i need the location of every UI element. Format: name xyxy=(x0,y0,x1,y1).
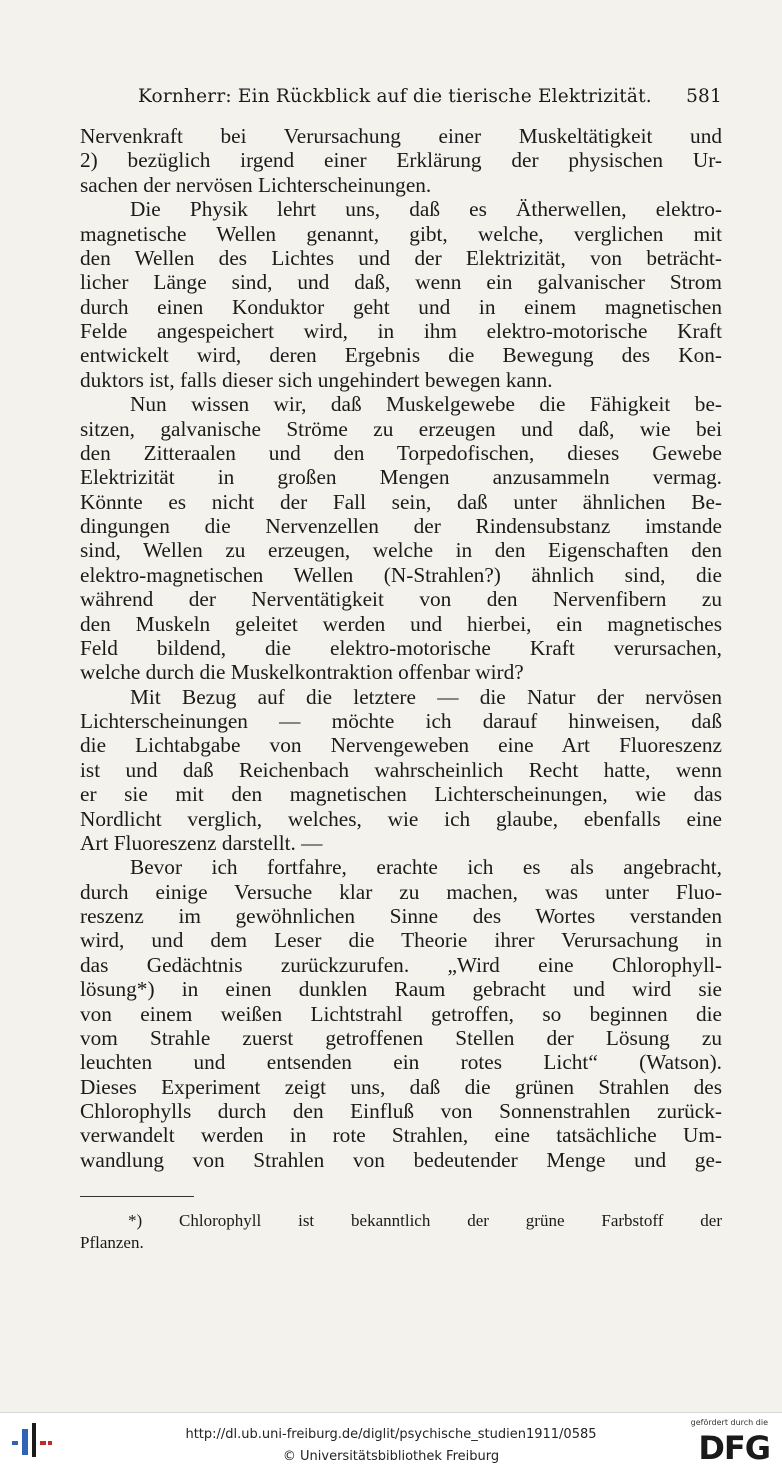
text-line: Dieses Experiment zeigt uns, daß die grünen Strahlen des xyxy=(80,1074,722,1099)
text-line: licher Länge sind, und daß, wenn ein galvanischer Strom xyxy=(80,270,722,295)
text-line: Lichterscheinungen — möchte ich darauf hinweisen, daß xyxy=(80,709,722,733)
text-line: reszenz im gewöhnlichen Sinne des Wortes verstanden xyxy=(80,904,722,928)
text-line: Bevor ich fortfahre, erachte ich es als angebracht, xyxy=(130,855,722,880)
text-line: Nordlicht verglich, welches, wie ich glaube, ebenfalls eine xyxy=(80,806,722,831)
text-line: entwickelt wird, deren Ergebnis die Bewegung des Kon- xyxy=(80,343,722,368)
text-line: den Wellen des Lichtes und der Elektrizität, von beträcht- xyxy=(80,245,722,270)
running-header xyxy=(138,86,724,112)
footnote xyxy=(80,1210,722,1254)
text-line: während der Nerventätigkeit von den Nervenfibern zu xyxy=(80,587,722,612)
dfg-logo: DFG xyxy=(698,1429,770,1467)
viewer-footer xyxy=(0,1412,782,1470)
text-line: 2) bezüglich irgend einer Erklärung der physischen Ur- xyxy=(80,148,722,173)
text-line: sitzen, galvanische Ströme zu erzeugen und daß, wie bei xyxy=(80,416,722,441)
text-line: Nervenkraft bei Verursachung einer Muskeltätigkeit und xyxy=(80,124,722,148)
text-line: Die Physik lehrt uns, daß es Ätherwellen, elektro- xyxy=(130,197,722,222)
text-line: Chlorophylls durch den Einfluß von Sonnenstrahlen zurück- xyxy=(80,1099,722,1123)
text-line: Elektrizität in großen Mengen anzusammeln vermag. xyxy=(80,465,722,490)
text-line: Nun wissen wir, daß Muskelgewebe die Fähigkeit be- xyxy=(130,392,722,417)
text-line: wandlung von Strahlen von bedeutender Menge und ge- xyxy=(80,1147,722,1172)
text-line: Könnte es nicht der Fall sein, daß unter ähnlichen Be- xyxy=(80,489,722,514)
text-line: das Gedächtnis zurückzurufen. „Wird eine Chlorophyll- xyxy=(80,952,722,977)
running-title: Kornherr: Ein Rückblick auf die tierische Elektrizität. xyxy=(138,86,652,107)
text-line: sind, Wellen zu erzeugen, welche in den Eigenschaften den xyxy=(80,538,722,563)
text-line: elektro-magnetischen Wellen (N-Strahlen?) ähnlich sind, die xyxy=(80,562,722,587)
text-line: sachen der nervösen Lichterscheinungen. xyxy=(80,172,432,197)
text-line: wird, und dem Leser die Theorie ihrer Verursachung in xyxy=(80,928,722,953)
text-line: Felde angespeichert wird, in ihm elektro-motorische Kraft xyxy=(80,319,722,343)
text-line: den Zitteraalen und den Torpedofischen, dieses Gewebe xyxy=(80,440,722,465)
text-line: verwandelt werden in rote Strahlen, eine tatsächliche Um- xyxy=(80,1123,722,1148)
text-line: er sie mit den magnetischen Lichterscheinungen, wie das xyxy=(80,782,722,807)
text-line: Feld bildend, die elektro-motorische Kraft verursachen, xyxy=(80,635,722,660)
text-line: vom Strahle zuerst getroffenen Stellen der Lösung zu xyxy=(80,1025,722,1050)
text-line: durch einen Konduktor geht und in einem magnetischen xyxy=(80,294,722,319)
body-text xyxy=(80,124,722,1172)
copyright-notice: © Universitätsbibliothek Freiburg xyxy=(282,1449,500,1464)
text-line: leuchten und entsenden ein rotes Licht“ (Watson). xyxy=(80,1050,722,1075)
footnote-rule xyxy=(80,1196,194,1197)
footnote-line: *) Chlorophyll ist bekanntlich der grüne Farbstoff der xyxy=(128,1211,722,1230)
text-line: von einem weißen Lichtstrahl getroffen, so beginnen die xyxy=(80,1001,722,1026)
footnote-line: Pflanzen. xyxy=(80,1233,144,1252)
text-line: durch einige Versuche klar zu machen, was unter Fluo- xyxy=(80,879,722,904)
text-line: Mit Bezug auf die letztere — die Natur der nervösen xyxy=(130,684,722,709)
text-line: Art Fluoreszenz darstellt. — xyxy=(80,830,323,855)
text-line: duktors ist, falls dieser sich ungehindert bewegen kann. xyxy=(80,367,553,392)
text-line: ist und daß Reichenbach wahrscheinlich Recht hatte, wenn xyxy=(80,757,722,782)
page-number: 581 xyxy=(686,86,722,107)
text-line: dingungen die Nervenzellen der Rindensubstanz imstande xyxy=(80,514,722,538)
text-line: magnetische Wellen genannt, gibt, welche, verglichen mit xyxy=(80,221,722,246)
text-line: welche durch die Muskelkontraktion offenbar wird? xyxy=(80,660,524,685)
dfg-caption: gefördert durch die xyxy=(690,1418,768,1427)
text-line: lösung*) in einen dunklen Raum gebracht und wird sie xyxy=(80,977,722,1002)
document-url[interactable]: http://dl.ub.uni-freiburg.de/diglit/psychische_studien1911/0585 xyxy=(185,1427,597,1442)
text-line: den Muskeln geleitet werden und hierbei, ein magnetisches xyxy=(80,611,722,636)
text-line: die Lichtabgabe von Nervengeweben eine Art Fluoreszenz xyxy=(80,733,722,758)
